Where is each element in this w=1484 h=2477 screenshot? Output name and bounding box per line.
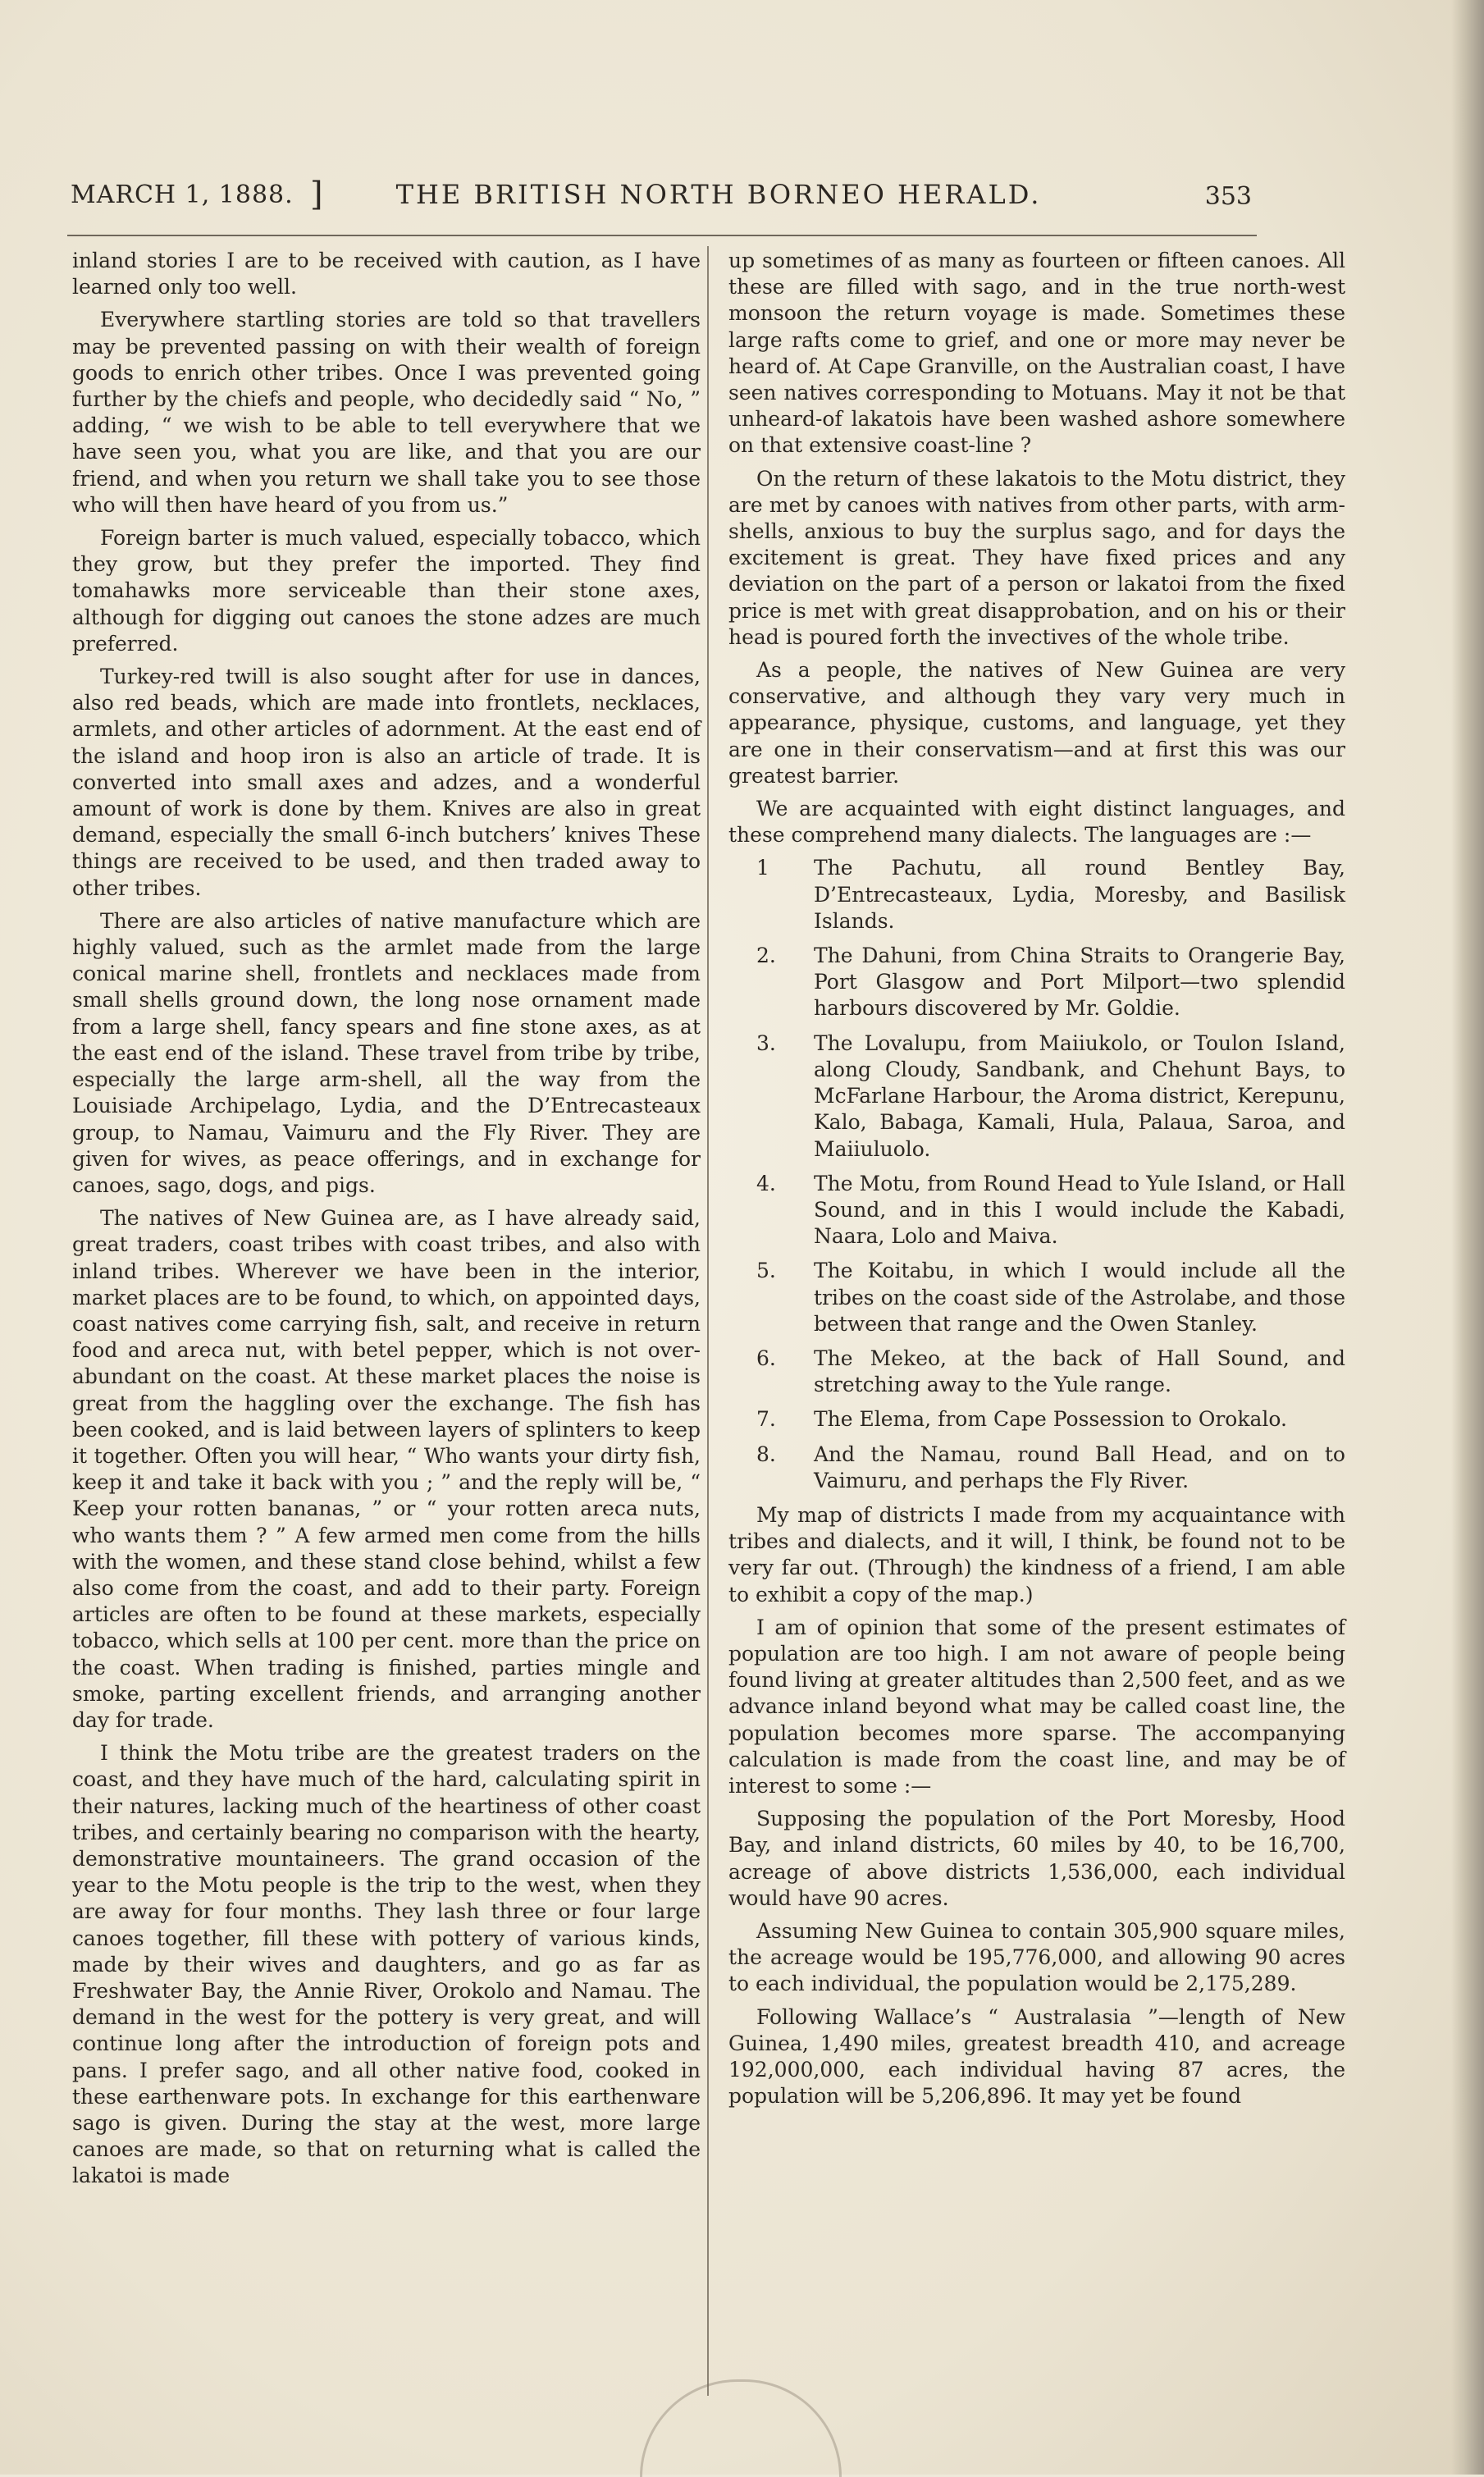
list-number: 2. <box>756 944 776 968</box>
newspaper-title: THE BRITISH NORTH BORNEO HERALD. <box>395 179 1042 210</box>
issue-date: MARCH 1, 1888. <box>71 181 294 209</box>
list-text: The Dahuni, from China Straits to Orangerie Bay, Port Glasgow and Port Milport—two splendid harbours discovered by Mr. Goldie. <box>814 944 1345 1021</box>
list-text: The Lovalupu, from Maiiukolo, or Toulon Island, along Cloudy, Sandbank, and Chehunt Bays, to McFarlane Harbour, the Aroma district, Kerepunu, Kalo, Babaga, Kamali, Hula, Palaua, Saroa, and Maiiuluolo. <box>814 1031 1345 1161</box>
paragraph: Following Wallace’s “ Australasia ”—length of New Guinea, 1,490 miles, greatest breadth 410, and acreage 192,000,000, each individual having 87 acres, the population will be 5,206,896. It may yet be found <box>728 2004 1345 2109</box>
list-item <box>728 1171 1345 1250</box>
page-header <box>71 174 1252 223</box>
languages-list <box>728 855 1345 1493</box>
header-rule <box>67 235 1257 236</box>
list-item <box>728 1442 1345 1494</box>
list-number: 4. <box>756 1171 776 1195</box>
list-item <box>728 943 1345 1022</box>
list-number: 8. <box>756 1442 776 1466</box>
library-stamp-mark <box>640 2379 842 2477</box>
paragraph: As a people, the natives of New Guinea are very conservative, and although they vary very much in appearance, physique, customs, and language, yet they are one in their conservatism—and at first this was our greatest barrier. <box>728 658 1345 788</box>
list-item <box>728 1406 1345 1433</box>
list-number: 3. <box>756 1031 776 1055</box>
paragraph: up sometimes of as many as fourteen or fifteen canoes. All these are filled with sago, and in the true north-west monsoon the return voyage is made. Sometimes these large rafts come to grief, and one or more may never be heard of. At Cape Granville, on the Australian coast, I have seen natives corresponding to Motuans. May it not be that unheard-of lakatois have been washed ashore somewhere on that extensive coast-line ? <box>728 249 1345 458</box>
paragraph: I think the Motu tribe are the greatest traders on the coast, and they have much of the hard, calculating spirit in their natures, lacking much of the heartiness of other coast tribes, and certainly bearing no comparison with the hearty, demonstrative mountaineers. The grand occasion of the year to the Motu people is the trip to the west, when they are away for four months. They lash three or four large canoes together, fill these with pottery of various kinds, made by their wives and daughters, and go as far as Freshwater Bay, the Annie River, Orokolo and Namau. The demand in the west for the pottery is very great, and will continue long after the introduction of foreign pots and pans. I prefer sago, and all other native food, cooked in these earthenware pots. In exchange for this earthenware sago is given. During the stay at the west, more large canoes are made, so that on returning what is called the lakatoi is made <box>72 1741 701 2188</box>
paragraph: I am of opinion that some of the present estimates of population are too high. I am not aware of people being found living at greater altitudes than 2,500 feet, and as we advance inland beyond what may be called coast line, the population becomes more sparse. The accompanying calculation is made from the coast line, and may be of interest to some :— <box>728 1615 1345 1798</box>
paragraph: Assuming New Guinea to contain 305,900 square miles, the acreage would be 195,776,000, and allowing 90 acres to each individual, the population would be 2,175,289. <box>728 1918 1345 1996</box>
paragraph: There are also articles of native manufacture which are highly valued, such as the armlet made from the large conical marine shell, frontlets and necklaces made from small shells ground down, the long nose ornament made from a large shell, fancy spears and fine stone axes, as at the east end of the island. These travel from tribe by tribe, especially the large arm-shell, all the way from the Louisiade Archipelago, Lydia, and the D’Entrecasteaux group, to Namau, Vaimuru and the Fly River. They are given for wives, as peace offerings, and in exchange for canoes, sago, dogs, and pigs. <box>72 908 701 1197</box>
paragraph: inland stories I are to be received with caution, as I have learned only too well. <box>72 249 701 299</box>
list-text: And the Namau, round Ball Head, and on to Vaimuru, and perhaps the Fly River. <box>814 1442 1345 1492</box>
page-edge <box>1451 0 1484 2475</box>
paragraph: Everywhere startling stories are told so that travellers may be prevented passing on with their wealth of foreign goods to enrich other tribes. Once I was prevented going further by the chiefs and people, who decidedly said “ No, ” adding, “ we wish to be able to tell everywhere that we have seen you, what you are like, and that you are our friend, and when you return we shall take you to see those who will then have heard of you from us.” <box>72 308 701 517</box>
paragraph: Supposing the population of the Port Moresby, Hood Bay, and inland districts, 60 miles by 40, to be 16,700, acreage of above districts 1,536,000, each individual would have 90 acres. <box>728 1807 1345 1910</box>
list-text: The Motu, from Round Head to Yule Island, or Hall Sound, and in this I would include the Kabadi, Naara, Lolo and Maiva. <box>814 1171 1345 1249</box>
paragraph: My map of districts I made from my acquaintance with tribes and dialects, and it will, I think, be found not to be very far out. (Through) the kindness of a friend, I am able to exhibit a copy of the map.) <box>728 1502 1345 1606</box>
page-number: 353 <box>1204 182 1252 211</box>
paragraph: Turkey-red twill is also sought after for use in dances, also red beads, which are made into frontlets, necklaces, armlets, and other articles of adornment. At the east end of the island and hoop iron is also an article of trade. It is converted into small axes and adzes, and a wonderful amount of work is done by them. Knives are also in great demand, especially the small 6-inch butchers’ knives These things are received to be used, and then traded away to other tribes. <box>72 665 701 900</box>
list-item <box>728 1031 1345 1163</box>
list-number: 1 <box>756 856 769 880</box>
list-number: 7. <box>756 1407 776 1432</box>
header-bracket: ] <box>310 176 323 213</box>
right-column <box>728 248 1345 2116</box>
column-divider <box>707 246 709 2396</box>
paragraph: We are acquainted with eight distinct languages, and these comprehend many dialects. The languages are :— <box>728 797 1345 848</box>
list-text: The Pachutu, all round Bentley Bay, D’Entrecasteaux, Lydia, Moresby, and Basilisk Islands. <box>814 856 1345 933</box>
paragraph: Foreign barter is much valued, especially tobacco, which they grow, but they prefer the imported. They find tomahawks more serviceable than their stone axes, although for digging out canoes the stone adzes are much preferred. <box>72 526 701 656</box>
list-number: 6. <box>756 1346 776 1370</box>
list-item <box>728 1346 1345 1398</box>
paragraph: On the return of these lakatois to the Motu district, they are met by canoes with natives from other parts, with arm-shells, anxious to buy the surplus sago, and for days the excitement is great. They have fixed prices and any deviation on the part of a person or lakatoi from the fixed price is met with great disapprobation, and on his or their head is poured forth the invectives of the whole tribe. <box>728 466 1345 649</box>
list-item <box>728 1258 1345 1337</box>
list-item <box>728 855 1345 935</box>
list-text: The Elema, from Cape Possession to Orokalo. <box>814 1407 1287 1432</box>
list-number: 5. <box>756 1259 776 1283</box>
left-column <box>72 248 701 2196</box>
paragraph: The natives of New Guinea are, as I have already said, great traders, coast tribes with coast tribes, and also with inland tribes. Wherever we have been in the interior, market places are to be found, to which, on appointed days, coast natives come carrying fish, salt, and receive in return food and areca nut, with betel pepper, which is not over-abundant on the coast. At these market places the noise is great from the haggling over the exchange. The fish has been cooked, and is laid between layers of splinters to keep it together. Often you will hear, “ Who wants your dirty fish, keep it and take it back with you ; ” and the reply will be, “ Keep your rotten bananas, ” or “ your rotten areca nuts, who wants them ? ” A few armed men come from the hills with the women, and these stand close behind, whilst a few also come from the coast, and add to their party. Foreign articles are often to be found at these markets, especially tobacco, which sells at 100 per cent. more than the price on the coast. When trading is finished, parties mingle and smoke, parting excellent friends, and arranging another day for trade. <box>72 1206 701 1732</box>
list-text: The Koitabu, in which I would include all the tribes on the coast side of the Astrolabe, and those between that range and the Owen Stanley. <box>814 1259 1345 1336</box>
list-text: The Mekeo, at the back of Hall Sound, and stretching away to the Yule range. <box>814 1346 1345 1397</box>
